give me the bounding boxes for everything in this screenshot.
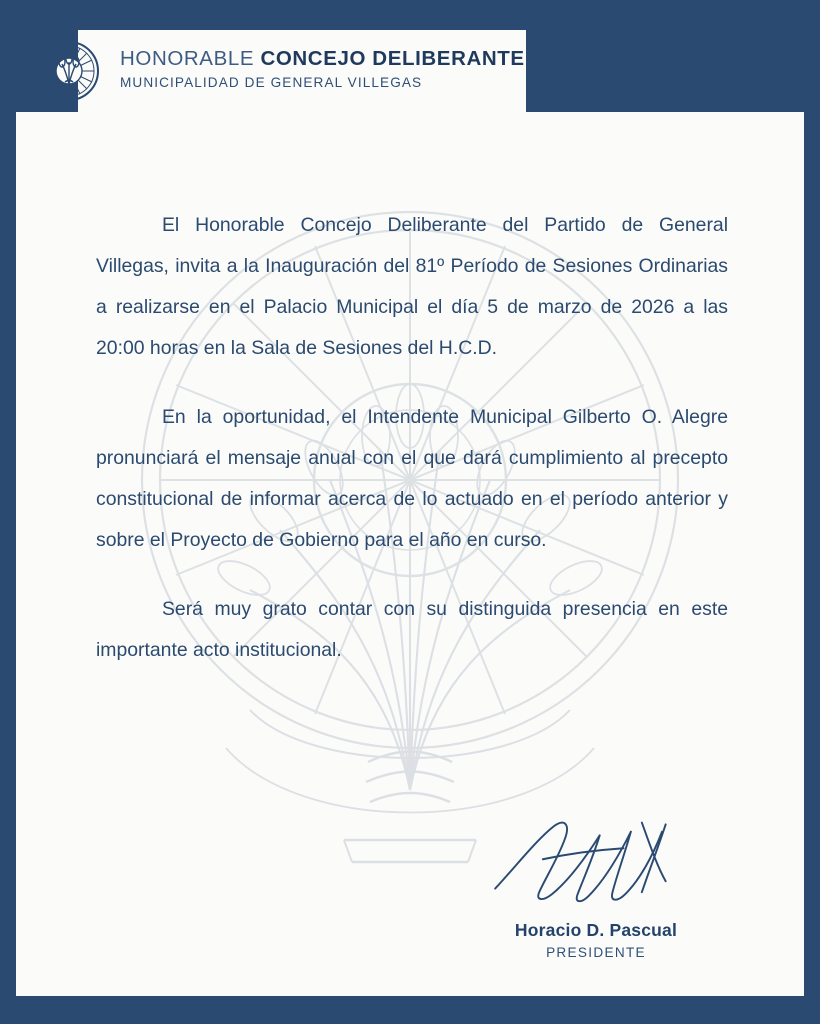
document-sheet (16, 30, 804, 996)
header-title-light: HONORABLE (120, 47, 255, 70)
paragraph-2: En la oportunidad, el Intendente Municipal Gilberto O. Alegre pronunciará el mensaje anual con el que dará cumplimiento al precepto constitucional de informar acerca de lo actuado en el período anterior y sobre el Proyecto de Gobierno para el año en curso. (96, 406, 728, 551)
header-band-right (526, 30, 804, 112)
header-subtitle: MUNICIPALIDAD DE GENERAL VILLEGAS (120, 75, 423, 90)
paragraph-1: El Honorable Concejo Deliberante del Partido de General Villegas, invita a la Inauguración del 81º Período de Sesiones Ordinarias a realizarse en el Palacio Municipal el día 5 de marzo de 2026 a las 20:00 horas en la Sala de Sesiones del H.C.D. (96, 214, 728, 359)
signature-block (446, 810, 746, 960)
header-title-bold: CONCEJO DELIBERANTE (260, 47, 525, 70)
page-border-left (0, 0, 16, 1024)
handwritten-signature-icon (446, 810, 746, 918)
document-header (16, 30, 804, 112)
header-title (120, 47, 540, 71)
paragraph-3: Será muy grato contar con su distinguida presencia en este importante acto institucional. (96, 598, 728, 661)
page-border-right (804, 0, 820, 1024)
page-border-bottom (0, 996, 820, 1024)
invitation-body (96, 205, 728, 671)
signer-role: PRESIDENTE (546, 945, 646, 960)
municipal-seal-icon (38, 40, 100, 102)
page-border-top (0, 0, 820, 30)
header-titles (120, 47, 540, 90)
signer-name: Horacio D. Pascual (514, 920, 678, 940)
